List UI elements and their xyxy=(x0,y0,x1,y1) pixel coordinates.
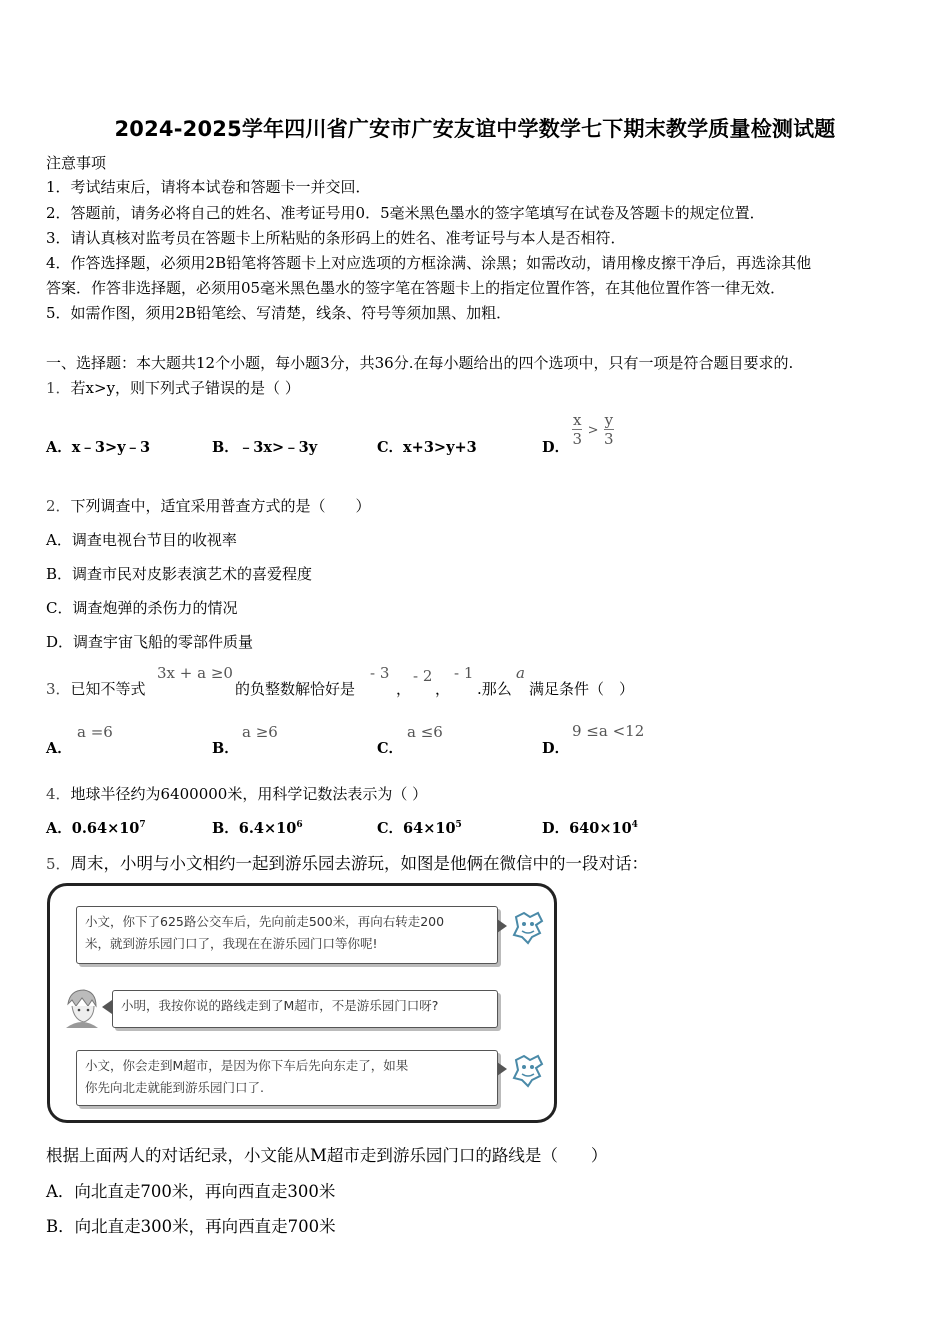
notice-item: 3．请认真核对监考员在答题卡上所粘贴的条形码上的姓名、准考证号与本人是否相符． xyxy=(46,229,626,247)
option-c: C．x+3>y+3 xyxy=(377,439,477,456)
question-4 xyxy=(46,783,427,804)
option-a: A．向北直走700米，再向西直走300米 xyxy=(46,1182,336,1201)
option-a: A．调查电视台节目的收视率 xyxy=(46,531,237,549)
option-d-label: D． xyxy=(542,740,570,757)
notice-item: 1．考试结束后，请将本试卷和答题卡一并交回． xyxy=(46,178,371,196)
fraction-x-over-3: $\frac{x}{3}$ xyxy=(572,411,582,448)
question-3-stem: 的负整数解恰好是 xyxy=(235,680,356,698)
option-d-label: D． xyxy=(542,439,570,456)
question-5 xyxy=(46,850,648,874)
bubble-tail xyxy=(102,1000,112,1014)
xiaoming-avatar-icon xyxy=(62,986,102,1028)
question-number: 5． xyxy=(46,855,71,873)
fraction-y-over-3: $\frac{y}{3}$ xyxy=(604,411,614,448)
option-a-label: A． xyxy=(46,740,72,757)
notice-heading: 注意事项 xyxy=(46,154,107,172)
variable-a: a xyxy=(516,664,525,682)
solution-minus-3: - 3 xyxy=(370,664,390,682)
chat-text: 小文，你会走到M超市，是因为你下车后先向东走了，如果 xyxy=(85,1058,409,1073)
option-c: C．调查炮弹的杀伤力的情况 xyxy=(46,599,238,617)
option-b-formula: a ≥6 xyxy=(242,723,278,741)
option-d-formula xyxy=(572,411,614,448)
comma: ， xyxy=(435,680,451,698)
question-stem: 若x>y，则下列式子错误的是（ ） xyxy=(70,379,300,397)
option-a: A．$0.64\times 10^7$ xyxy=(46,820,146,837)
question-stem: 周末，小明与小文相约一起到游乐园去游玩，如图是他俩在微信中的一段对话： xyxy=(70,854,649,873)
xiaowen-avatar-icon xyxy=(508,1050,548,1090)
question-2 xyxy=(46,495,371,516)
solution-minus-2: - 2 xyxy=(413,667,433,685)
notice-item: 答案．作答非选择题，必须用05毫米黑色墨水的签字笔在答题卡上的指定位置作答，在其他位置作答一律无效． xyxy=(46,279,786,297)
option-b: B．向北直走300米，再向西直走700米 xyxy=(46,1217,336,1236)
option-a-formula: a =6 xyxy=(77,723,113,741)
option-b: B．﹣3x>﹣3y xyxy=(212,439,318,456)
notice-item: 2．答题前，请务必将自己的姓名、准考证号用0．5毫米黑色墨水的签字笔填写在试卷及答题卡的规定位置． xyxy=(46,204,765,222)
question-number: 2． xyxy=(46,497,71,515)
notice-item: 4．作答选择题，必须用2B铅笔将答题卡上对应选项的方框涂满、涂黑；如需改动，请用橡皮擦干净后，再选涂其他 xyxy=(46,254,812,272)
chat-text: 米，就到游乐园门口了，我现在在游乐园门口等你呢! xyxy=(85,936,378,951)
page-title: 2024-2025学年四川省广安市广安友谊中学数学七下期末教学质量检测试题 xyxy=(114,117,836,141)
bubble-tail xyxy=(497,1062,507,1076)
question-number: 4． xyxy=(46,785,71,803)
option-b-label: B． xyxy=(212,740,239,757)
option-c: C．$64\times 10^5$ xyxy=(377,820,462,837)
wechat-dialog-image xyxy=(47,883,557,1123)
option-a: A．x﹣3>y﹣3 xyxy=(46,439,151,456)
inequality-formula: 3x + a ≥0 xyxy=(157,664,233,682)
greater-than-sign: > xyxy=(587,423,599,438)
question-5-prompt: 根据上面两人的对话纪录，小文能从M超市走到游乐园门口的路线是（ ） xyxy=(46,1146,608,1165)
section-heading: 一、选择题：本大题共12个小题，每小题3分，共36分.在每小题给出的四个选项中，只有一项是符合题目要求的. xyxy=(46,354,794,372)
question-1 xyxy=(46,377,300,398)
question-3-number: 3．已知不等式 xyxy=(46,680,146,698)
option-d: D．$640\times 10^4$ xyxy=(542,820,638,837)
chat-bubble-xiaoming xyxy=(112,990,498,1028)
comma: ， xyxy=(396,680,412,698)
chat-text: 小明，我按你说的路线走到了M超市，不是游乐园门口呀? xyxy=(121,998,439,1013)
chat-bubble-xiaowen-2 xyxy=(76,1050,498,1106)
bubble-tail xyxy=(497,919,507,933)
xiaowen-avatar-icon xyxy=(508,907,548,947)
question-3-stem: .那么 xyxy=(477,680,512,698)
question-3-stem: 满足条件（ ） xyxy=(529,680,635,698)
option-d: D．调查宇宙飞船的零部件质量 xyxy=(46,633,254,651)
option-c-formula: a ≤6 xyxy=(407,723,443,741)
notice-item: 5．如需作图，须用2B铅笔绘、写清楚，线条、符号等须加黑、加粗． xyxy=(46,304,512,322)
option-b: B．$6.4\times 10^6$ xyxy=(212,820,303,837)
chat-bubble-xiaowen-1 xyxy=(76,906,498,964)
option-d-formula: 9 ≤a <12 xyxy=(572,722,645,740)
question-stem: 地球半径约为6400000米，用科学记数法表示为（ ） xyxy=(70,785,428,803)
question-number: 1． xyxy=(46,379,71,397)
chat-text: 你先向北走就能到游乐园门口了. xyxy=(85,1080,264,1095)
option-b: B．调查市民对皮影表演艺术的喜爱程度 xyxy=(46,565,313,583)
chat-text: 小文，你下了625路公交车后，先向前走500米，再向右转走200 xyxy=(85,914,445,929)
option-c-label: C． xyxy=(377,740,404,757)
solution-minus-1: - 1 xyxy=(454,664,474,682)
question-stem: 下列调查中，适宜采用普查方式的是（ ） xyxy=(70,497,371,515)
